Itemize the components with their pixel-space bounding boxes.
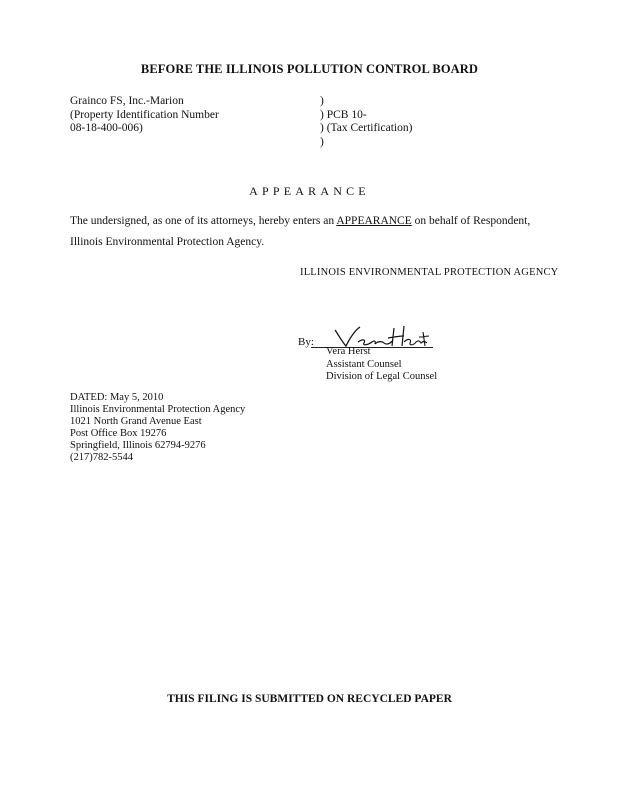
street-address: 1021 North Grand Avenue East: [70, 416, 202, 427]
caption-paren-1: ): [320, 95, 324, 107]
signer-title: Assistant Counsel: [326, 358, 402, 370]
by-label: By:: [298, 336, 314, 348]
caption-paren-4: ): [320, 135, 324, 148]
board-title: BEFORE THE ILLINOIS POLLUTION CONTROL BOARD: [140, 62, 479, 76]
recycled-paper-footer: THIS FILING IS SUBMITTED ON RECYCLED PAPER: [167, 693, 452, 705]
signer-block: [326, 346, 437, 384]
caption-property-id-label: (Property Identification Number: [70, 108, 219, 121]
caption-case-number: ) PCB 10-: [320, 108, 367, 121]
caption-case-type: ) (Tax Certification): [320, 122, 413, 134]
agency-name: Illinois Environmental Protection Agency: [70, 404, 246, 415]
dated-line: DATED: May 5, 2010: [70, 392, 164, 403]
phone-number: (217)782-5544: [70, 452, 133, 463]
case-caption-left: [70, 95, 219, 136]
body-after-emphasis: on behalf of Respondent,: [411, 215, 531, 227]
signer-division: Division of Legal Counsel: [326, 371, 438, 382]
caption-property-id: 08-18-400-006): [70, 122, 143, 134]
caption-petitioner: Grainco FS, Inc.-Marion: [70, 95, 184, 107]
city-state-zip: Springfield, Illinois 62794-9276: [70, 440, 206, 451]
case-caption-right: [320, 95, 412, 149]
body-emphasis: APPEARANCE: [336, 215, 412, 227]
dated-address-block: [70, 392, 245, 464]
appearance-heading: APPEARANCE: [249, 184, 370, 198]
agency-signature-block: ILLINOIS ENVIRONMENTAL PROTECTION AGENCY: [300, 267, 559, 278]
body-before-emphasis: The undersigned, as one of its attorneys, hereby enters an: [70, 215, 337, 227]
body-line-1: [70, 215, 530, 228]
body-line-2: Illinois Environmental Protection Agency.: [70, 236, 265, 248]
signer-name: Vera Herst: [326, 346, 371, 357]
po-box: Post Office Box 19276: [70, 428, 167, 439]
